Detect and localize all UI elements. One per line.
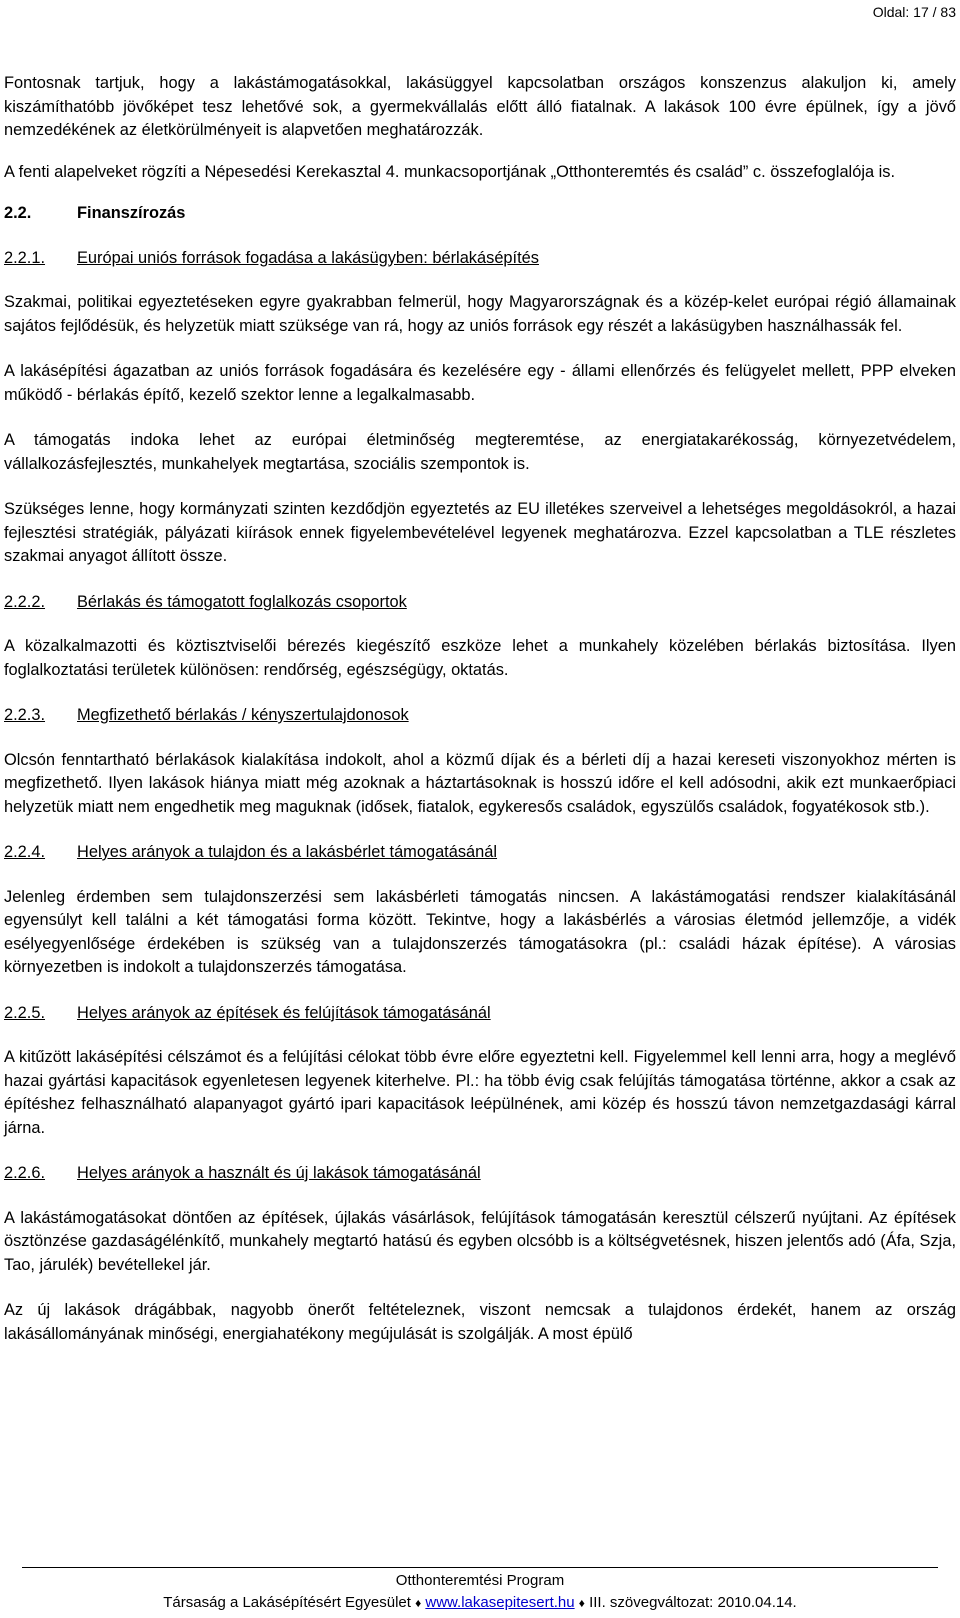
intro-paragraph-1: Fontosnak tartjuk, hogy a lakástámogatásokkal, lakásüggyel kapcsolatban országos konszenzus alakuljon ki, amely kiszámíthatóbb jövőképet tesz lehetővé sok, a gyermekvállalás előtt álló fiatalnak. A lakások 100 évre épülnek, így a jövő nemzedékének az életkörülményeit is alapvetően meghatározzák. [4,74,956,139]
footer-org: Társaság a Lakásépítésért Egyesület [163,1594,411,1611]
section-number: 2.2.6. [4,1164,46,1182]
page-number: Oldal: 17 / 83 [872,4,956,20]
section-heading-2-2 [4,202,956,226]
section-number: 2.2.5. [4,1003,46,1022]
diamond-icon: ♦ [578,1596,585,1610]
page-footer [0,1567,960,1614]
section-heading-2-2-2 [4,591,956,615]
section-number: 2.2.4. [4,843,46,861]
paragraph: A lakástámogatásokat döntően az építések, újlakás vásárlások, felújítások támogatásán keresztül célszerű nyújtani. Az építések ösztönzése gazdaságélénkítő, munkahely megtartó hatású és egyben olcsóbb is a költségvetésnek, hiszen jelentős adó (Áfa, Szja, Tao, járulék) bevétellekel jár. [4,1208,956,1274]
footer-line [0,1592,960,1614]
intro-paragraph-2: A fenti alapelveket rögzíti a Népesedési Kerekasztal 4. munkacsoportjának „Otthonteremtés és család” c. összefoglalója is. [4,162,896,181]
paragraph: A lakásépítési ágazatban az uniós források fogadására és kezelésére egy - állami ellenőrzés és felügyelet mellett, PPP elveken működő - bérlakás építő, kezelő szektor lenne a legalkalmasabb. [4,362,956,404]
section-number: 2.2.2. [4,592,46,611]
section-title: Megfizethető bérlakás / kényszertulajdonosok [77,706,409,724]
section-heading-2-2-5 [4,1002,956,1026]
document-body [4,72,956,1368]
section-heading-2-2-3 [4,704,956,728]
paragraph: Szükséges lenne, hogy kormányzati szinten kezdődjön egyeztetés az EU illetékes szerveivel a lehetséges megoldásokról, a hazai fejlesztési stratégiák, pályázati kiírások ennek figyelembevételével legyenek meghatározva. Ezzel kapcsolatban a TLE részletes szakmai anyagot állított össze. [4,500,956,565]
paragraph: Szakmai, politikai egyeztetéseken egyre gyakrabban felmerül, hogy Magyarországnak és a közép-kelet európai régió államainak sajátos fejlődésük, és helyzetük miatt szüksége van rá, hogy az uniós források egy részét a lakásügyben használhassák fel. [4,293,956,335]
section-title: Finanszírozás [77,204,186,222]
website-link[interactable]: www.lakasepitesert.hu [425,1594,575,1611]
paragraph: Olcsón fenntartható bérlakások kialakítása indokolt, ahol a közmű díjak és a bérleti díj a hazai kereseti viszonyokhoz mérten is megfizethető. Ilyen lakások hiánya miatt még azoknak a háztartásoknak is hosszú időre el kell adósodni, akik ezt munkaerőpiaci helyzetük miatt nem engedhetik meg maguknak (idősek, fiatalok, egykeresős családok, egyszülős családok, fogyatékosok stb.). [4,750,956,816]
section-title: Bérlakás és támogatott foglalkozás csoportok [77,592,407,611]
paragraph: Jelenleg érdemben sem tulajdonszerzési sem lakásbérleti támogatás nincsen. A lakástámogatási rendszer kialakításánál egyensúlyt kell találni a két támogatási forma között. Tekintve, hogy a lakásbérlés a városias életmód jellemzője, a vidék esélyegyenlősége érdekében is szükség van a tulajdonszerzés támogatásokra (pl.: családi házak építése). A városias környezetben is indokolt a tulajdonszerzés támogatása. [4,887,956,976]
section-heading-2-2-6 [4,1162,956,1186]
section-title: Helyes arányok a használt és új lakások támogatásánál [77,1164,481,1182]
footer-program: Otthonteremtési Program [395,1572,565,1589]
section-title: Helyes arányok az építések és felújítások támogatásánál [77,1003,491,1022]
section-heading-2-2-4 [4,841,956,865]
section-number: 2.2. [4,204,32,222]
paragraph: A kitűzött lakásépítési célszámot és a felújítási célokat több évre előre egyeztetni kell. Figyelemmel kell lenni arra, hogy a meglévő hazai gyártási kapacitások egyenletesen legyenek kiterhelve. Pl.: ha több évig csak felújítás támogatása történne, akkor a csak az építéshez felhasználható alapanyagot gyártó ipari kapacitások leépülnének, ami közép és hosszú távon nemzetgazdasági kárral járna. [4,1048,956,1137]
paragraph: A közalkalmazotti és köztisztviselői bérezés kiegészítő eszköze lehet a munkahely közelében bérlakás biztosítása. Ilyen foglalkoztatási területek különösen: rendőrség, egészségügy, oktatás. [4,637,956,679]
section-title: Európai uniós források fogadása a lakásügyben: bérlakásépítés [77,248,539,267]
section-number: 2.2.3. [4,706,46,724]
paragraph: Az új lakások drágábbak, nagyobb önerőt feltételeznek, viszont nemcsak a tulajdonos érdekét, hanem az ország lakásállományának minőségi, energiahatékony megújulását is szolgálják. A most épülő [4,1301,956,1343]
section-title: Helyes arányok a tulajdon és a lakásbérlet támogatásánál [77,843,498,861]
paragraph: A támogatás indoka lehet az európai életminőség megteremtése, az energiatakarékosság, környezetvédelem, vállalkozásfejlesztés, munkahelyek megtartása, szociális szempontok is. [4,431,956,473]
section-number: 2.2.1. [4,248,46,267]
footer-version: III. szövegváltozat: 2010.04.14. [589,1594,797,1611]
diamond-icon: ♦ [415,1596,422,1610]
section-heading-2-2-1 [4,247,956,271]
